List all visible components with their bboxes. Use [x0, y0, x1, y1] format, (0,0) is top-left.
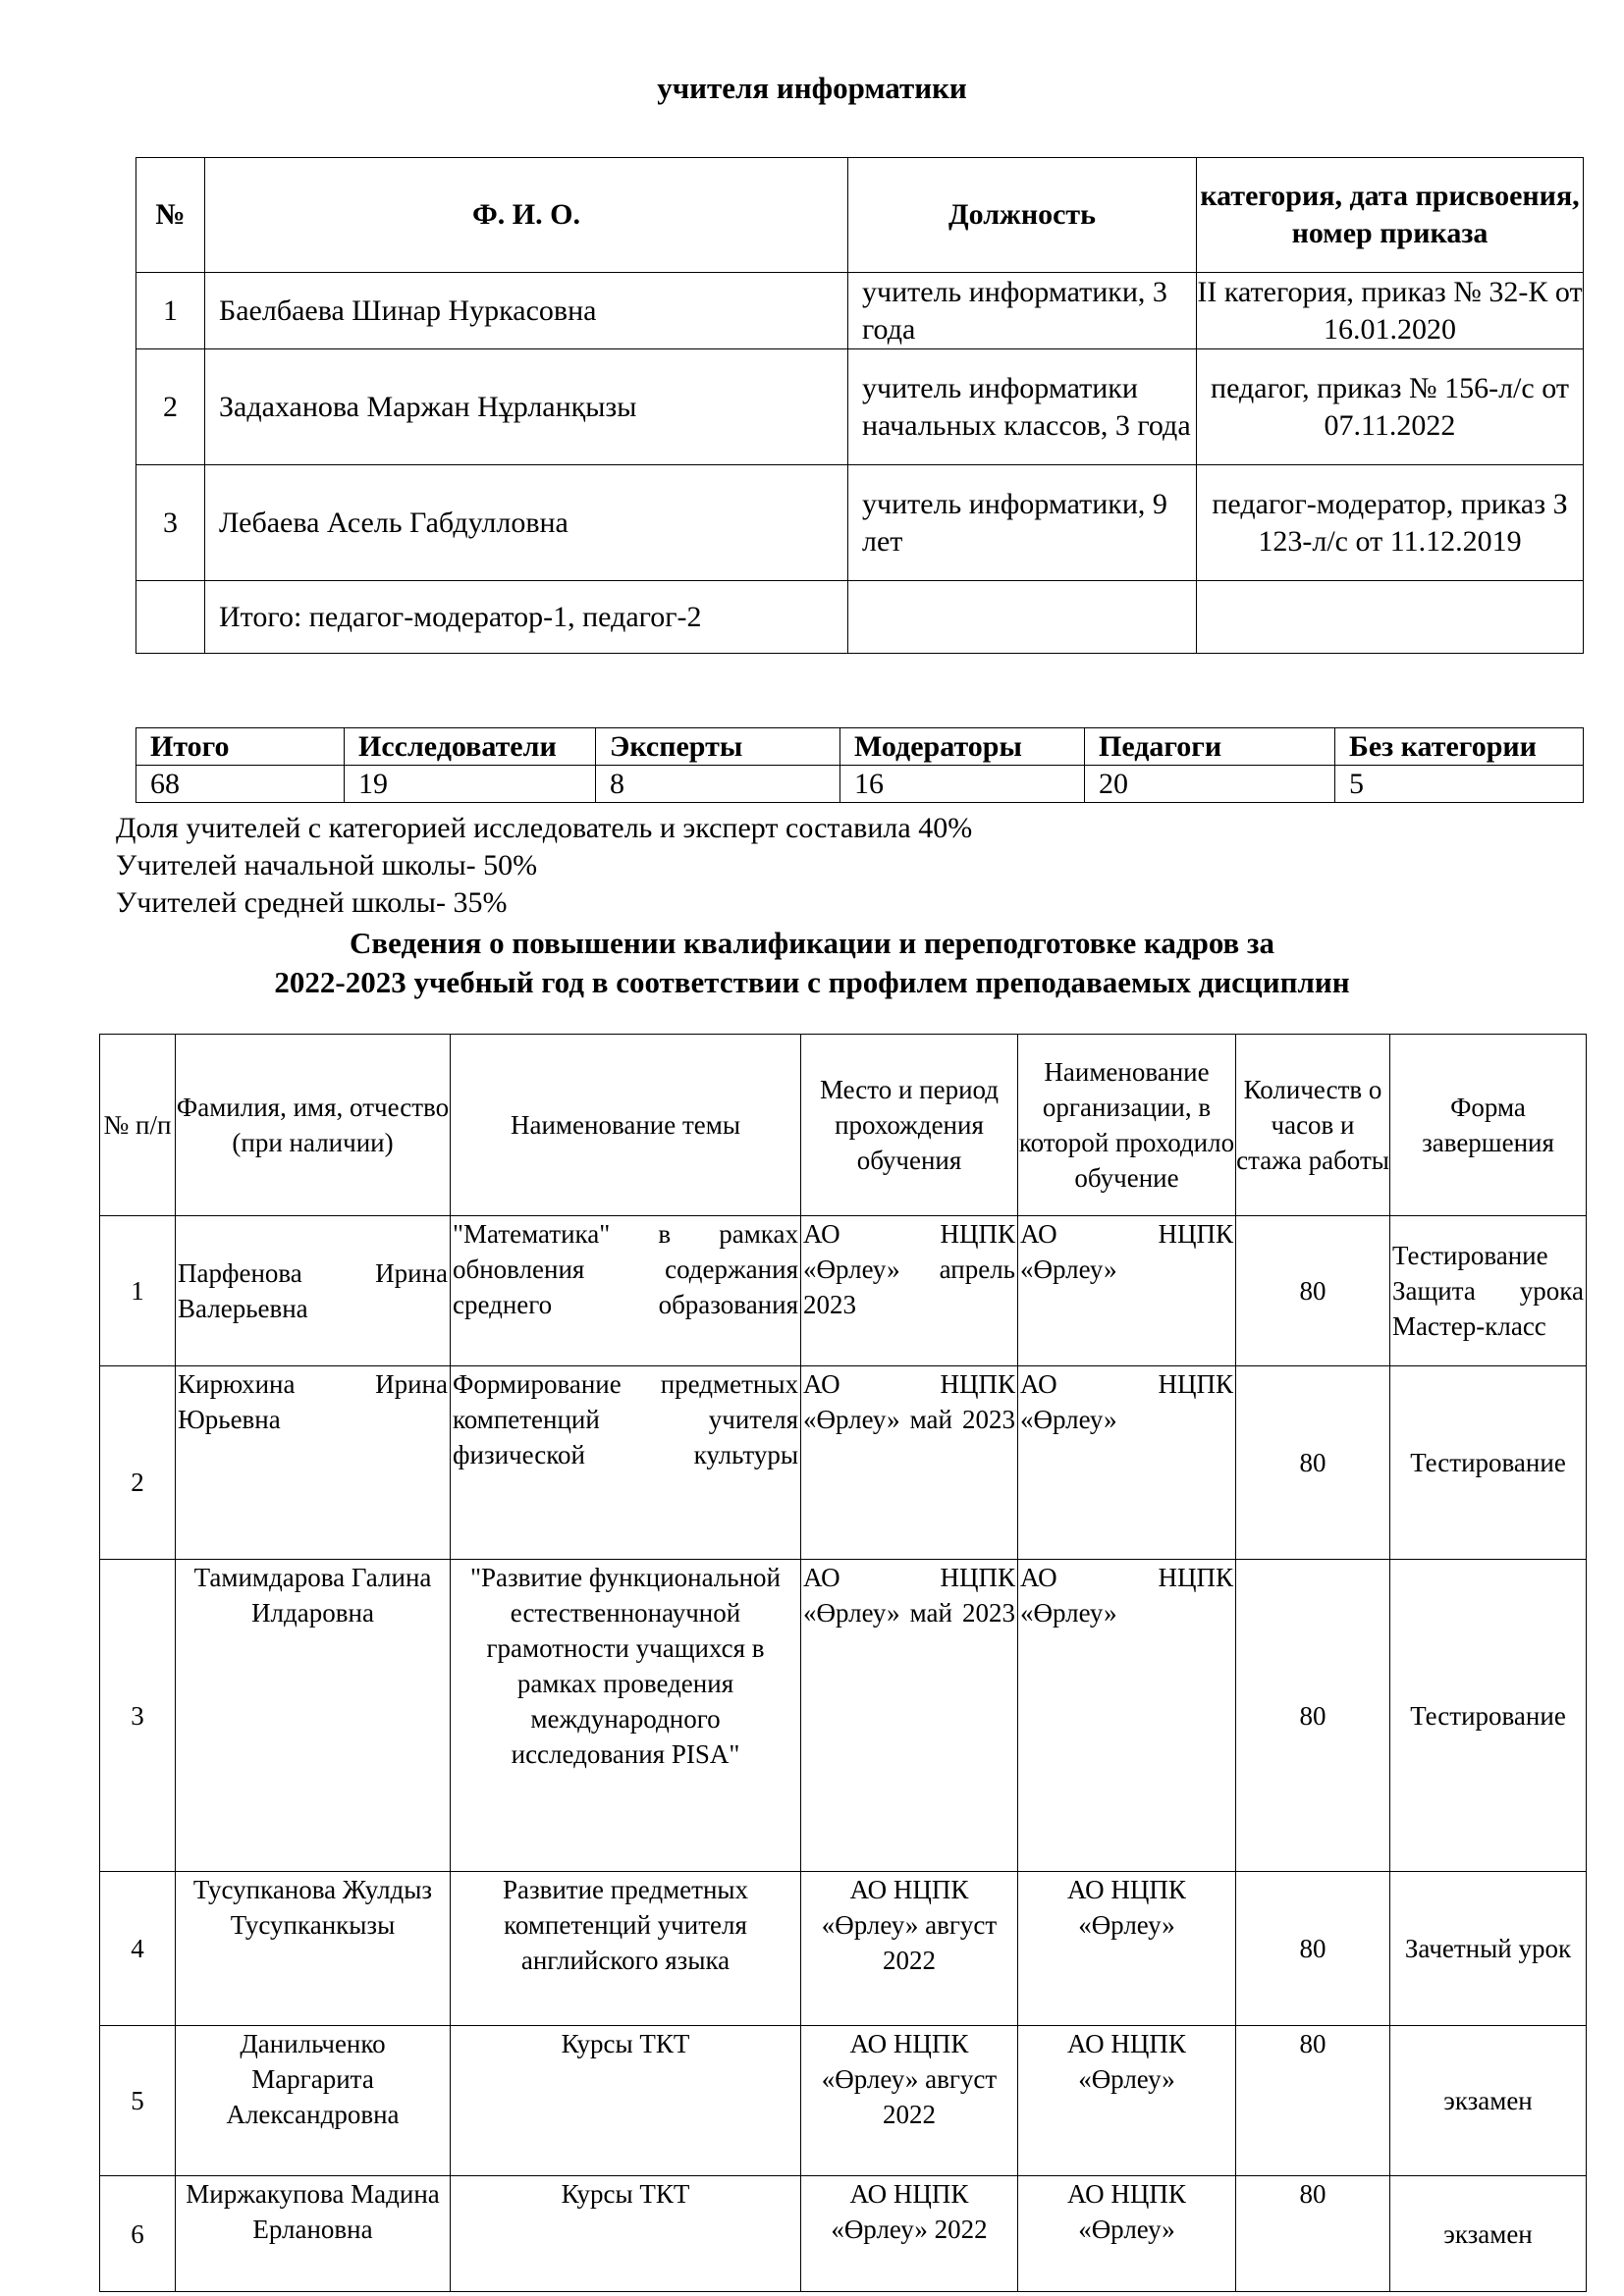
col-header: Итого [136, 728, 345, 766]
course-topic: Развитие предметных компетенций учителя английского языка [451, 1872, 801, 2026]
page-title: учителя информатики [657, 71, 967, 105]
completion-form: Тестирование Защита урока Мастер-класс [1390, 1216, 1587, 1366]
row-number: 5 [100, 2026, 176, 2176]
table-header-row [136, 158, 1584, 273]
summary-table [135, 727, 1584, 803]
col-header: Место и период прохождения обучения [801, 1035, 1018, 1216]
table-row [136, 766, 1584, 803]
teacher-name: Задаханова Маржан Нұрланқызы [205, 349, 848, 465]
teacher-name: Миржакупова Мадина Ерлановна [176, 2176, 451, 2292]
col-header: Ф. И. О. [205, 158, 848, 273]
completion-form: экзамен [1390, 2026, 1587, 2176]
table-row [100, 1560, 1587, 1872]
course-hours: 80 [1236, 2026, 1390, 2176]
note-line: Доля учителей с категорией исследователь и эксперт составила 40% [116, 812, 973, 844]
col-header: Фамилия, имя, отчество (при наличии) [176, 1035, 451, 1216]
note-line: Учителей средней школы- 35% [116, 886, 508, 919]
course-topic: "Развитие функциональной естественнонаучной грамотности учащихся в рамках проведения международного исследования PISA" [451, 1560, 801, 1872]
course-topic: Курсы ТКТ [451, 2176, 801, 2292]
row-number: 1 [136, 273, 205, 349]
course-hours: 80 [1236, 1366, 1390, 1560]
teacher-position: учитель информатики, 3 года [848, 273, 1197, 349]
course-org: АО НЦПК «Өрлеу» [1018, 2026, 1236, 2176]
summary-value: 8 [596, 766, 840, 803]
empty-cell [848, 581, 1197, 654]
col-header: Количеств о часов и стажа работы [1236, 1035, 1390, 1216]
summary-value: 68 [136, 766, 345, 803]
course-org: АО НЦПК «Өрлеу» [1018, 2176, 1236, 2292]
course-topic: "Математика" в рамках обновления содержания среднего образования [451, 1216, 801, 1366]
completion-form: Зачетный урок [1390, 1872, 1587, 2026]
course-org: АО НЦПК «Өрлеу» [1018, 1366, 1236, 1560]
table-row [136, 465, 1584, 581]
table-row [100, 1366, 1587, 1560]
course-org: АО НЦПК «Өрлеу» [1018, 1872, 1236, 2026]
table-row [100, 2176, 1587, 2292]
teacher-category: II категория, приказ № 32-К от 16.01.2020 [1197, 273, 1584, 349]
table-header-row [136, 728, 1584, 766]
course-place: АО НЦПК «Өрлеу» август 2022 [801, 1872, 1018, 2026]
teacher-position: учитель информатики начальных классов, 3 года [848, 349, 1197, 465]
course-org: АО НЦПК «Өрлеу» [1018, 1216, 1236, 1366]
empty-cell [136, 581, 205, 654]
course-hours: 80 [1236, 1216, 1390, 1366]
table-row [100, 1216, 1587, 1366]
row-number: 2 [100, 1366, 176, 1560]
completion-form: Тестирование [1390, 1366, 1587, 1560]
teacher-name: Лебаева Асель Габдулловна [205, 465, 848, 581]
summary-value: 16 [840, 766, 1085, 803]
teacher-category: педагог, приказ № 156-л/с от 07.11.2022 [1197, 349, 1584, 465]
teacher-name: Тусупканова Жулдыз Тусупканкызы [176, 1872, 451, 2026]
section-title: 2022-2023 учебный год в соответствии с профилем преподаваемых дисциплин [274, 965, 1350, 999]
course-topic: Формирование предметных компетенций учителя физической культуры [451, 1366, 801, 1560]
summary-value: 20 [1085, 766, 1335, 803]
row-number: 3 [100, 1560, 176, 1872]
section-title: Сведения о повышении квалификации и переподготовке кадров за [349, 926, 1275, 960]
col-header: Модераторы [840, 728, 1085, 766]
course-hours: 80 [1236, 2176, 1390, 2292]
col-header: Должность [848, 158, 1197, 273]
col-header: Наименование темы [451, 1035, 801, 1216]
summary-value: 19 [345, 766, 596, 803]
total-row [136, 581, 1584, 654]
teacher-name: Парфенова Ирина Валерьевна [176, 1216, 451, 1366]
teacher-name: Данильченко Маргарита Александровна [176, 2026, 451, 2176]
course-org: АО НЦПК «Өрлеу» [1018, 1560, 1236, 1872]
col-header: Эксперты [596, 728, 840, 766]
table-header-row [100, 1035, 1587, 1216]
summary-value: 5 [1335, 766, 1584, 803]
col-header: № [136, 158, 205, 273]
course-place: АО НЦПК «Өрлеу» май 2023 [801, 1560, 1018, 1872]
col-header: Без категории [1335, 728, 1584, 766]
col-header: Исследователи [345, 728, 596, 766]
col-header: № п/п [100, 1035, 176, 1216]
course-place: АО НЦПК «Өрлеу» апрель 2023 [801, 1216, 1018, 1366]
row-number: 4 [100, 1872, 176, 2026]
total-text: Итого: педагог-модератор-1, педагог-2 [205, 581, 848, 654]
note-line: Учителей начальной школы- 50% [116, 849, 538, 881]
col-header: категория, дата присвоения, номер приказа [1197, 158, 1584, 273]
completion-form: экзамен [1390, 2176, 1587, 2292]
teacher-position: учитель информатики, 9 лет [848, 465, 1197, 581]
col-header: Наименование организации, в которой проходило обучение [1018, 1035, 1236, 1216]
row-number: 1 [100, 1216, 176, 1366]
col-header: Педагоги [1085, 728, 1335, 766]
empty-cell [1197, 581, 1584, 654]
course-hours: 80 [1236, 1872, 1390, 2026]
teacher-category: педагог-модератор, приказ З 123-л/с от 11.12.2019 [1197, 465, 1584, 581]
course-place: АО НЦПК «Өрлеу» август 2022 [801, 2026, 1018, 2176]
table-row [136, 273, 1584, 349]
course-topic: Курсы ТКТ [451, 2026, 801, 2176]
teacher-name: Кирюхина Ирина Юрьевна [176, 1366, 451, 1560]
table-row [100, 2026, 1587, 2176]
row-number: 3 [136, 465, 205, 581]
row-number: 2 [136, 349, 205, 465]
row-number: 6 [100, 2176, 176, 2292]
course-place: АО НЦПК «Өрлеу» 2022 [801, 2176, 1018, 2292]
staff-table [135, 157, 1584, 654]
completion-form: Тестирование [1390, 1560, 1587, 1872]
course-place: АО НЦПК «Өрлеу» май 2023 [801, 1366, 1018, 1560]
table-row [136, 349, 1584, 465]
teacher-name: Баелбаева Шинар Нуркасовна [205, 273, 848, 349]
training-table [99, 1034, 1587, 2292]
col-header: Форма завершения [1390, 1035, 1587, 1216]
course-hours: 80 [1236, 1560, 1390, 1872]
table-row [100, 1872, 1587, 2026]
teacher-name: Тамимдарова Галина Илдаровна [176, 1560, 451, 1872]
